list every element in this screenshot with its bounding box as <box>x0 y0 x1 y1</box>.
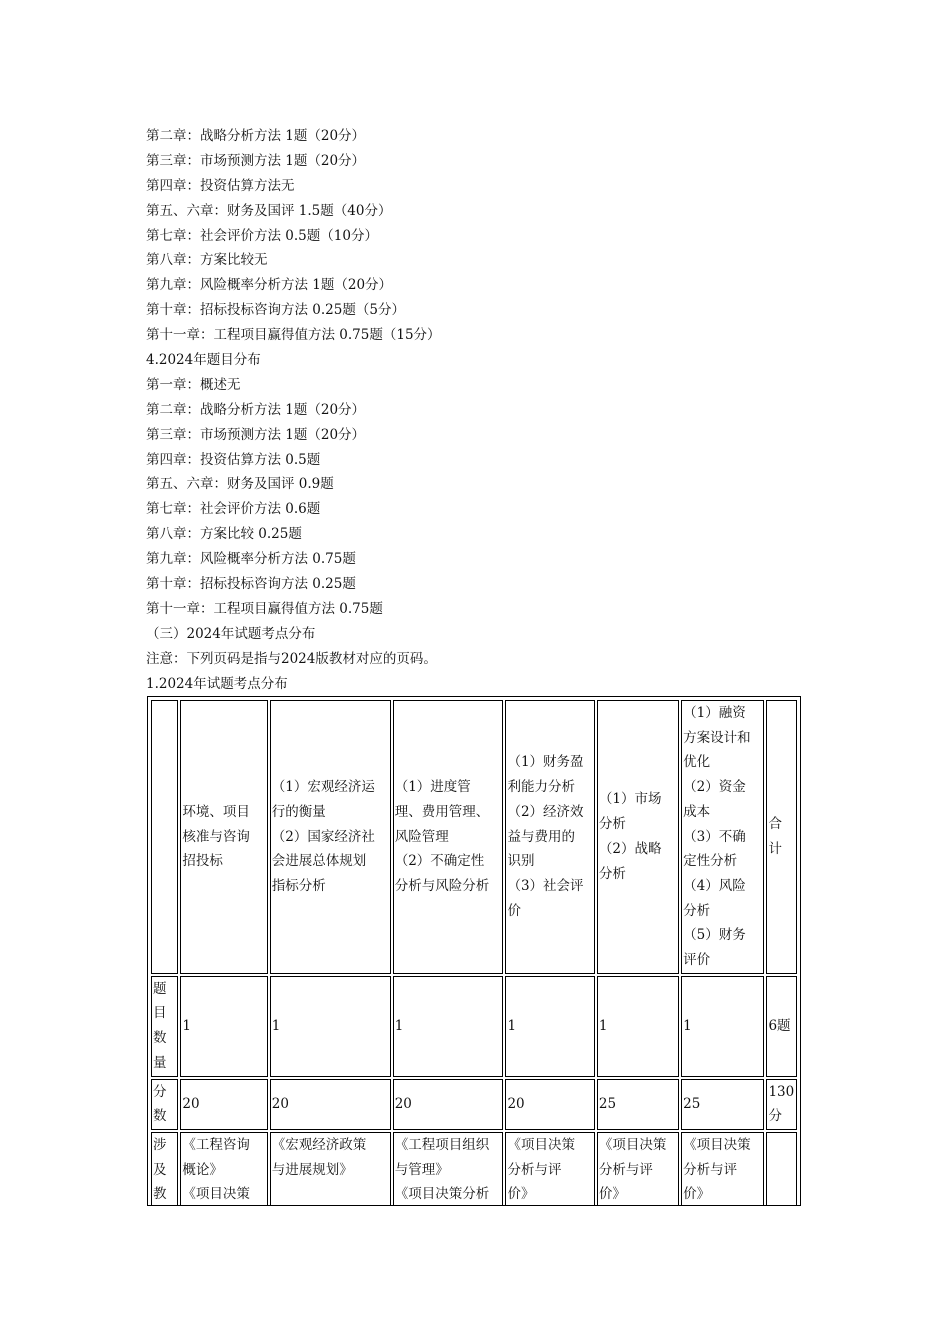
table-cell <box>766 976 797 1077</box>
cell-line: 涉 <box>153 1136 167 1153</box>
cell-line: 分 <box>153 1083 167 1100</box>
table-cell <box>180 976 267 1077</box>
cell-line: 分析与评 <box>507 1161 562 1178</box>
table-row <box>151 1079 797 1130</box>
table-cell <box>597 1079 679 1130</box>
cell-line: 数 <box>153 1030 167 1047</box>
text-line: 第九章：风险概率分析方法 0.75题 <box>146 551 356 568</box>
table-cell <box>766 1132 797 1206</box>
cell-line: 优化 <box>683 754 711 771</box>
cell-line: 核准与咨询 <box>182 828 250 845</box>
cell-line: 20 <box>507 1095 525 1112</box>
cell-line: 6题 <box>768 1017 791 1034</box>
cell-line: 1 <box>507 1017 517 1034</box>
table-row <box>151 1132 797 1206</box>
cell-line: 1 <box>394 1017 404 1034</box>
table-header-cell <box>151 700 178 974</box>
cell-line: 题 <box>153 980 167 997</box>
text-line: 注意：下列页码是指与2024版教材对应的页码。 <box>146 650 437 667</box>
cell-line: 价》 <box>598 1186 626 1203</box>
text-line: 第三章：市场预测方法 1题（20分） <box>146 426 366 443</box>
text-line: 第十一章：工程项目赢得值方法 0.75题（15分） <box>146 327 441 344</box>
text-line: （三）2024年试题考点分布 <box>146 625 316 642</box>
cell-line: 价 <box>507 902 521 919</box>
table-header-cell <box>766 700 797 974</box>
cell-line: （2）战略 <box>598 840 662 857</box>
cell-line: （2）国家经济社 <box>271 828 375 845</box>
table-header-cell <box>270 700 391 974</box>
cell-line: 会进展总体规划 <box>271 853 367 870</box>
cell-line: 《项目决策 <box>182 1186 250 1203</box>
text-line: 第五、六章：财务及国评 0.9题 <box>146 476 334 493</box>
cell-line: （3）不确 <box>683 828 746 845</box>
cell-line: 《工程项目组织 <box>394 1136 490 1153</box>
text-line: 第四章：投资估算方法 0.5题 <box>146 451 321 468</box>
cell-line: 1 <box>683 1017 692 1034</box>
cell-line: 利能力分析 <box>507 779 575 796</box>
cell-line: 分析与评 <box>598 1161 653 1178</box>
cell-line: （4）风险 <box>683 877 746 894</box>
cell-line: （1）宏观经济运 <box>271 779 375 796</box>
table-cell <box>597 976 679 1077</box>
cell-line: 目 <box>153 1005 167 1022</box>
cell-line: 25 <box>683 1095 701 1112</box>
cell-line: 成本 <box>683 803 711 820</box>
text-line: 第八章：方案比较无 <box>146 252 268 269</box>
cell-line: 数 <box>153 1108 167 1125</box>
table-cell <box>597 1132 679 1206</box>
cell-line: 分析与评 <box>683 1161 738 1178</box>
table-header-cell <box>597 700 679 974</box>
text-line: 第八章：方案比较 0.25题 <box>146 526 302 543</box>
table-cell <box>681 1132 764 1206</box>
cell-line: （1）财务盈 <box>507 754 584 771</box>
table-header-cell <box>505 700 594 974</box>
table-header-cell <box>681 700 764 974</box>
cell-line: 《项目决策 <box>683 1136 751 1153</box>
cell-line: 价》 <box>683 1186 711 1203</box>
cell-line: （2）经济效 <box>507 803 584 820</box>
cell-line: 《宏观经济政策 <box>271 1136 367 1153</box>
cell-line: 25 <box>598 1095 617 1112</box>
text-line: 第二章：战略分析方法 1题（20分） <box>146 401 366 418</box>
cell-line: （3）社会评 <box>507 877 584 894</box>
table-header-cell <box>180 700 267 974</box>
cell-line: 定性分析 <box>683 853 738 870</box>
text-line: 第一章：概述无 <box>146 376 241 393</box>
text-line: 第三章：市场预测方法 1题（20分） <box>146 152 366 169</box>
cell-line: 量 <box>153 1054 167 1071</box>
table-row <box>151 976 797 1077</box>
cell-line: 益与费用的 <box>507 828 575 845</box>
cell-line: 分析 <box>683 902 711 919</box>
cell-line: 与进展规划》 <box>271 1161 353 1178</box>
cell-line: 《项目决策 <box>507 1136 575 1153</box>
table-cell <box>681 976 764 1077</box>
cell-line: 1 <box>598 1017 608 1034</box>
text-line: 第五、六章：财务及国评 1.5题（40分） <box>146 202 392 219</box>
cell-line: 分析与风险分析 <box>394 877 490 894</box>
exam-points-table <box>149 698 799 1206</box>
cell-line: 20 <box>182 1095 200 1112</box>
cell-line: 1 <box>182 1017 192 1034</box>
cell-line: （1）市场 <box>598 791 662 808</box>
table-cell <box>766 1079 797 1130</box>
text-line: 第二章：战略分析方法 1题（20分） <box>146 128 366 144</box>
cell-line: （5）财务 <box>683 927 746 944</box>
text-line: 第四章：投资估算方法无 <box>146 177 295 194</box>
cell-line: 风险管理 <box>394 828 449 845</box>
cell-line: （2）资金 <box>683 779 746 796</box>
exam-points-table-frame <box>147 696 801 1206</box>
cell-line: 20 <box>394 1095 412 1112</box>
text-line: 1.2024年试题考点分布 <box>146 675 288 692</box>
text-line: 第九章：风险概率分析方法 1题（20分） <box>146 277 393 294</box>
cell-line: 及 <box>153 1161 167 1178</box>
cell-line: 招投标 <box>182 853 223 870</box>
cell-line: 分析 <box>598 865 626 882</box>
row-label-cell <box>151 1132 178 1206</box>
table-cell <box>393 1079 504 1130</box>
cell-line: 《工程咨询 <box>182 1136 250 1153</box>
cell-line: 《项目决策分析 <box>394 1186 490 1203</box>
cell-line: 环境、项目 <box>182 803 250 820</box>
cell-line: 合 <box>768 816 782 833</box>
table-header-cell <box>393 700 504 974</box>
text-line: 第十章：招标投标咨询方法 0.25题（5分） <box>146 302 405 319</box>
cell-line: （1）融资 <box>683 705 746 721</box>
table-cell <box>270 1079 391 1130</box>
cell-line: 与管理》 <box>394 1161 449 1178</box>
table-cell <box>681 1079 764 1130</box>
cell-line: 20 <box>271 1095 289 1112</box>
cell-line: 行的衡量 <box>271 803 326 820</box>
cell-line: 概论》 <box>182 1161 223 1178</box>
cell-line: （2）不确定性 <box>394 853 485 870</box>
table-cell <box>505 1132 594 1206</box>
table-cell <box>393 1132 504 1206</box>
row-label-cell <box>151 1079 178 1130</box>
cell-line: 《项目决策 <box>598 1136 667 1153</box>
text-line: 第七章：社会评价方法 0.6题 <box>146 501 321 518</box>
text-lines <box>146 124 826 696</box>
table-cell <box>505 1079 594 1130</box>
table-cell <box>505 976 594 1077</box>
table-cell <box>270 1132 391 1206</box>
text-line: 第十一章：工程项目赢得值方法 0.75题 <box>146 600 383 617</box>
cell-line: 分 <box>768 1108 782 1125</box>
row-label-cell <box>151 976 178 1077</box>
table-cell <box>180 1079 267 1130</box>
cell-line: 理、费用管理、 <box>394 803 490 820</box>
cell-line: （1）进度管 <box>394 779 471 796</box>
cell-line: 方案设计和 <box>683 729 751 746</box>
cell-line: 识别 <box>507 853 535 870</box>
table-cell <box>393 976 504 1077</box>
table-cell <box>270 976 391 1077</box>
cell-line: 130 <box>768 1083 795 1100</box>
cell-line: 教 <box>153 1186 167 1203</box>
cell-line: 评价 <box>683 952 711 969</box>
cell-line: 分析 <box>598 816 626 833</box>
cell-line: 1 <box>271 1017 281 1034</box>
table-cell <box>180 1132 267 1206</box>
cell-line: 计 <box>768 840 782 857</box>
text-line: 4.2024年题目分布 <box>146 352 261 369</box>
table-header-row <box>151 700 797 974</box>
text-line: 第十章：招标投标咨询方法 0.25题 <box>146 576 356 593</box>
text-line: 第七章：社会评价方法 0.5题（10分） <box>146 227 378 244</box>
cell-line: 价》 <box>507 1186 535 1203</box>
cell-line: 指标分析 <box>271 877 326 894</box>
